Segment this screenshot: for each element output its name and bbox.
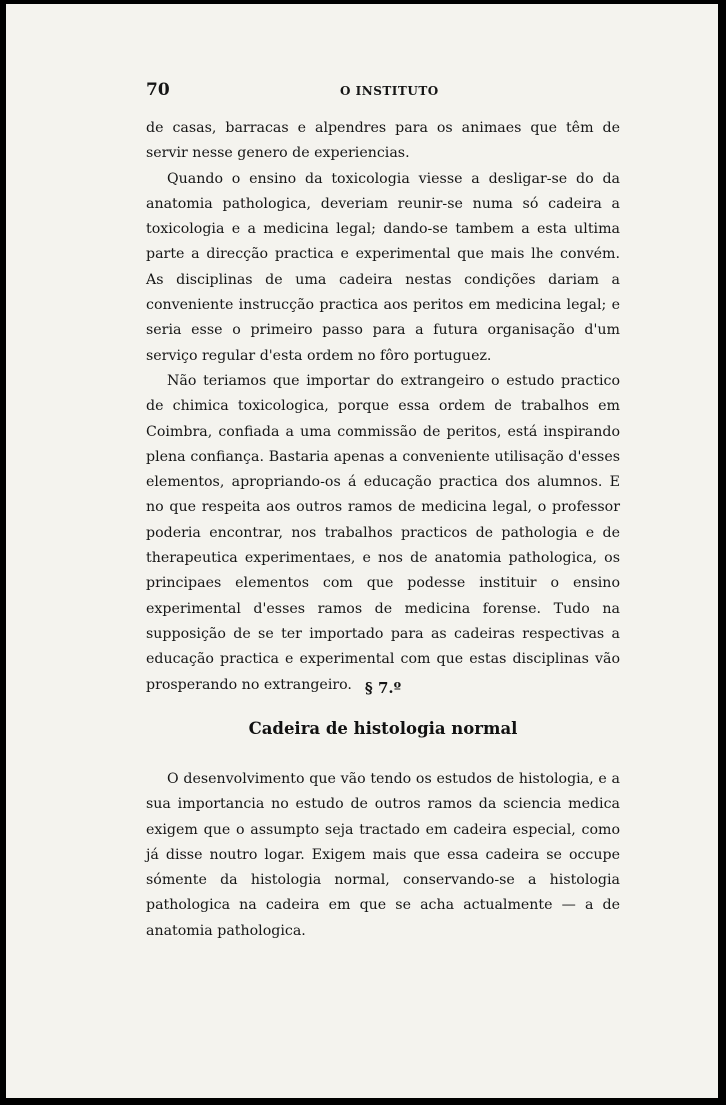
paragraph: Não teriamos que importar do extrangeiro o estudo practico de chimica toxicologica, porque essa ordem de trabalhos em Coimbra, confiada a uma commissão de peritos, está inspirando plena confiança. Bastaria apenas a conveniente utilisação d'esses elementos, apropriando-os á educação practica dos alumnos. E no que respeita aos outros ramos de medicina legal, o professor poderia encontrar, nos trabalhos practicos de pathologia e de therapeutica experimentaes, e nos de anatomia pathologica, os principaes elementos com que podesse instituir o ensino experimental d'esses ramos de medicina forense. Tudo na supposição de se ter importado para as cadeiras respectivas a educação practica e experimental com que estas disciplinas vão prosperando no extrangeiro. bbox=[146, 372, 620, 693]
body-text bbox=[146, 116, 620, 698]
page-header bbox=[146, 80, 626, 104]
paragraph: Quando o ensino da toxicologia viesse a desligar-se do da anatomia pathologica, deveriam reunir-se numa só cadeira a toxicologia e a medicina legal; dando-se tambem a esta ultima parte a direcção practica e experimental que mais lhe convém. As disciplinas de uma cadeira nestas condições dariam a conveniente instrucção practica aos peritos em medicina legal; e seria esse o primeiro passo para a futura organisação d'um serviço regular d'esta ordem no fôro portuguez. bbox=[146, 170, 620, 364]
page-number: 70 bbox=[146, 80, 170, 100]
section-heading: Cadeira de histologia normal bbox=[248, 719, 518, 738]
paragraph: O desenvolvimento que vão tendo os estudos de histologia, e a sua importancia no estudo de outros ramos da sciencia medica exigem que o assumpto seja tractado em cadeira especial, como já disse noutro logar. Exigem mais que essa cadeira se occupe sómente da histologia normal, conservando-se a histologia pathologica na cadeira em que se acha actualmente — a de anatomia pathologica. bbox=[146, 771, 620, 939]
book-page bbox=[6, 4, 718, 1098]
section-number: § 7.º bbox=[364, 679, 402, 697]
section-body-text bbox=[146, 767, 620, 944]
paragraph: de casas, barracas e alpendres para os animaes que têm de servir nesse genero de experiencias. bbox=[146, 120, 620, 162]
running-title: O INSTITUTO bbox=[340, 84, 439, 98]
